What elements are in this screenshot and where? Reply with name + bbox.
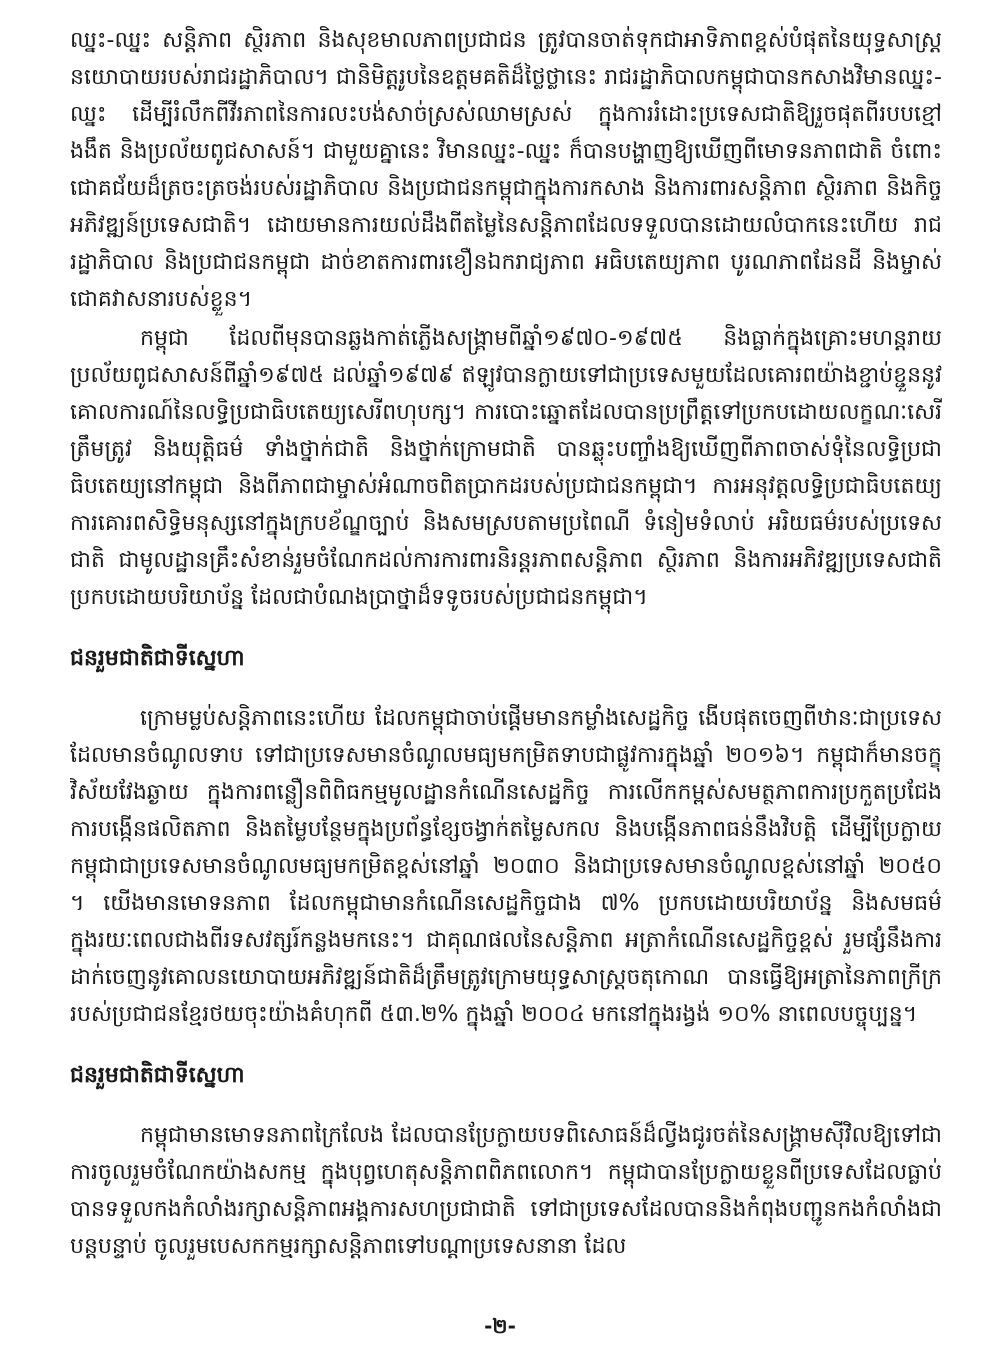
- paragraph-democracy: កម្ពុជា ដែលពីមុនបានឆ្លងកាត់ភ្លើងសង្គ្រាមពីឆ្នាំ១៩៧០-១៩៧៥ និងធ្លាក់ក្នុងគ្រោះមហន្តរាយប្រល័យពូជសាសន៍ពីឆ្នាំ១៩៧៥ ដល់ឆ្នាំ១៩៧៩ ឥឡូវបានក្លាយទៅជាប្រទេសមួយដែលគោរពយ៉ាងខ្ជាប់ខ្ជួននូវគោលការណ៍នៃលទ្ធិប្រជាធិបតេយ្យសេរីពហុបក្ស។ ការបោះឆ្នោតដែលបានប្រព្រឹត្តទៅប្រកបដោយលក្ខណៈសេរីត្រឹមត្រូវ និងយុត្តិធម៌ ទាំងថ្នាក់ជាតិ និងថ្នាក់ក្រោមជាតិ បានឆ្លុះបញ្ចាំងឱ្យឃើញពីភាពចាស់ទុំនៃលទ្ធិប្រជាធិបតេយ្យនៅកម្ពុជា និងពីភាពជាម្ចាស់អំណាចពិតប្រាកដរបស់ប្រជាជនកម្ពុជា។ ការអនុវត្តលទ្ធិប្រជាធិបតេយ្យ ការគោរពសិទ្ធិមនុស្សនៅក្នុងក្របខ័ណ្ឌច្បាប់ និងសមស្របតាមប្រពៃណី ទំនៀមទំលាប់ អរិយធម៌របស់ប្រទេសជាតិ ជាមូលដ្ឋានគ្រឹះសំខាន់រួមចំណែកដល់ការការពារនិរន្តរភាពសន្តិភាព ស្ថិរភាព និងការអភិវឌ្ឍប្រទេសជាតិប្រកបដោយបរិយាប័ន្ន ដែលជាបំណងប្រាថ្នាដ៏ទទូចរបស់ប្រជាជនកម្ពុជា។: [70, 326, 942, 610]
- paragraph-peacekeeping: កម្ពុជាមានមោទនភាពក្រៃលែង ដែលបានប្រែក្លាយបទពិសោធន៍ដ៏ល្វីងជូរចត់នៃសង្គ្រាមស៊ីវិលឱ្យទៅជាការចូលរួមចំណែកយ៉ាងសកម្ម ក្នុងបុព្វហេតុសន្តិភាពពិភពលោក។ កម្ពុជាបានប្រែក្លាយខ្លួនពីប្រទេសដែលធ្លាប់បានទទួលកងកំលាំងរក្សាសន្តិភាពអង្គការសហប្រជាជាតិ ទៅជាប្រទេសដែលបាននិងកំពុងបញ្ជូនកងកំលាំងជាបន្តបន្ទាប់ ចូលរួមបេសកកម្មរក្សាសន្តិភាពទៅបណ្តាប្រទេសនានា ដែល: [70, 1123, 942, 1259]
- paragraph-economy: ក្រោមម្លប់សន្តិភាពនេះហើយ ដែលកម្ពុជាចាប់ផ្តើមមានកម្លាំងសេដ្ឋកិច្ច ងើបផុតចេញពីឋានៈជាប្រទេសដែលមានចំណូលទាប ទៅជាប្រទេសមានចំណូលមធ្យមកម្រិតទាបជាផ្លូវការក្នុងឆ្នាំ ២០១៦។ កម្ពុជាក៏មានចក្ខុវិស័យវែងឆ្ងាយ ក្នុងការពន្លឿនពិពិធកម្មមូលដ្ឋានកំណើនសេដ្ឋកិច្ច ការលើកកម្ពស់សមត្ថភាពការប្រកួតប្រជែង ការបង្កើនផលិតភាព និងតម្លៃបន្ថែមក្នុងប្រព័ន្ធខ្សែចង្វាក់តម្លៃសកល និងបង្កើនភាពធន់នឹងវិបត្តិ ដើម្បីប្រែក្លាយកម្ពុជាជាប្រទេសមានចំណូលមធ្យមកម្រិតខ្ពស់នៅឆ្នាំ ២០៣០ និងជាប្រទេសមានចំណូលខ្ពស់នៅឆ្នាំ ២០៥០ ។ យើងមានមោទនភាព ដែលកម្ពុជាមានកំណើនសេដ្ឋកិច្ចជាង ៧% ប្រកបដោយបរិយាប័ន្ន និងសមធម៌ ក្នុងរយៈពេលជាងពីរទសវត្សរ៍កន្លងមកនេះ។ ជាគុណផលនៃសន្តិភាព អត្រាកំណើនសេដ្ឋកិច្ចខ្ពស់ រួមផ្សំនឹងការដាក់ចេញនូវគោលនយោបាយអភិវឌ្ឍន៍ជាតិដ៏ត្រឹមត្រូវក្រោមយុទ្ធសាស្ត្រចតុកោណ បានធ្វើឱ្យអត្រានៃភាពក្រីក្ររបស់ប្រជាជនខ្មែរថយចុះយ៉ាងគំហុកពី ៥៣.២% ក្នុងឆ្នាំ ២០០៤ មកនៅក្នុងរង្វង់ ១០% នាពេលបច្ចុប្បន្ន។: [70, 706, 942, 1027]
- document-page: [70, 22, 942, 1322]
- section-heading: ជនរួមជាតិជាទីស្នេហា: [70, 646, 245, 671]
- section-heading: ជនរួមជាតិជាទីស្នេហា: [70, 1063, 245, 1088]
- page-number: -២-: [484, 1314, 516, 1338]
- paragraph-peace-monument: ឈ្នះ-ឈ្នះ សន្តិភាព ស្ថិរភាព និងសុខមាលភាពប្រជាជន ត្រូវបានចាត់ទុកជាអាទិភាពខ្ពស់បំផុតនៃយុទ្ធសាស្ត្រនយោបាយរបស់រាជរដ្ឋាភិបាល។ ជានិមិត្តរូបនៃឧត្តមគតិដ៏ថ្លៃថ្លានេះ រាជរដ្ឋាភិបាលកម្ពុជាបានកសាងវិមានឈ្នះ-ឈ្នះ ដើម្បីរំលឹកពីវីរភាពនៃការលះបង់សាច់ស្រស់ឈាមស្រស់ ក្នុងការរំដោះប្រទេសជាតិឱ្យរួចផុតពីរបបខ្មៅងងឹត និងប្រល័យពូជសាសន៍។ ជាមួយគ្នានេះ វិមានឈ្នះ-ឈ្នះ ក៏បានបង្ហាញឱ្យឃើញពីមោទនភាពជាតិ ចំពោះជោគជ័យដ៏ត្រចះត្រចង់របស់រដ្ឋាភិបាល និងប្រជាជនកម្ពុជាក្នុងការកសាង និងការពារសន្តិភាព ស្ថិរភាព និងកិច្ចអភិវឌ្ឍន៍ប្រទេសជាតិ។ ដោយមានការយល់ដឹងពីតម្លៃនៃសន្តិភាពដែលទទួលបានដោយលំបាកនេះហើយ រាជរដ្ឋាភិបាល និងប្រជាជនកម្ពុជា ដាច់ខាតការពារខឿនឯករាជ្យភាព អធិបតេយ្យភាព បូរណភាពដែនដី និងម្ចាស់ជោគវាសនារបស់ខ្លួន។: [70, 28, 942, 312]
